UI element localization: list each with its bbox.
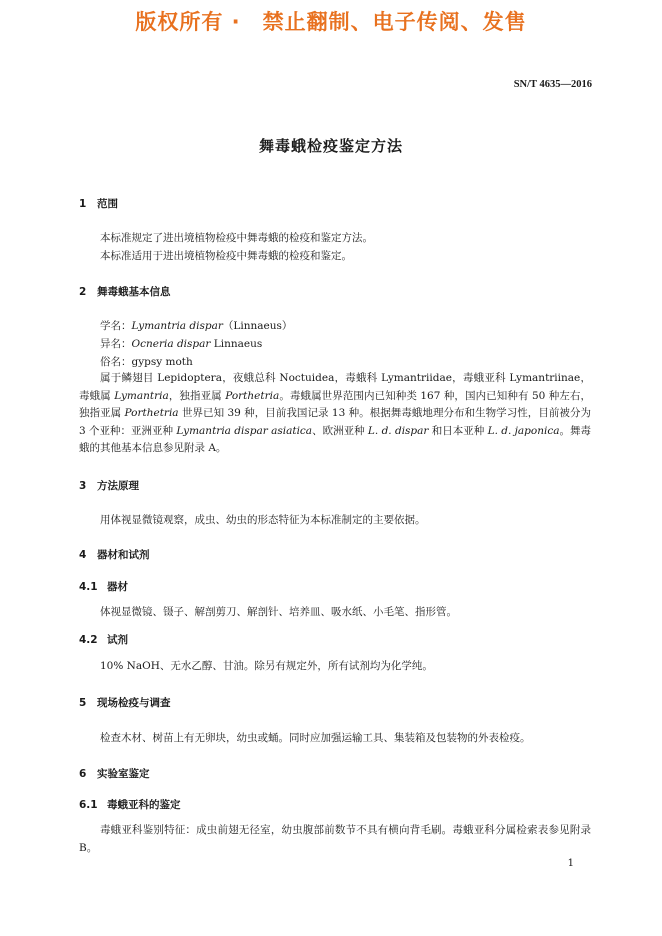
section-3-paragraph: 用体视显微镜观察，成虫、幼虫的形态特征为本标准制定的主要依据。 (100, 514, 426, 526)
section-4-heading (79, 547, 150, 562)
section-title: 现场检疫与调查 (97, 697, 171, 709)
author: （Linnaeus） (222, 320, 293, 332)
text-run: 、欧洲亚种 (312, 424, 368, 437)
copyright-watermark: 版权所有 · 禁止翻制、电子传阅、发售 (135, 10, 527, 34)
section-5-paragraph: 检查木材、树苗上有无卵块，幼虫或蛹。同时应加强运输工具、集装箱及包装物的外表检疫。 (100, 732, 531, 744)
section-6-1-paragraph: 毒蛾亚科鉴别特征：成虫前翅无径室，幼虫腹部前数节不具有横向背毛刷。毒蛾亚科分属检索表参见附录 B。 (79, 824, 591, 854)
section-4-2-paragraph: 10% NaOH、无水乙醇、甘油。除另有规定外，所有试剂均为化学纯。 (100, 660, 433, 672)
document-title: 舞毒蛾检疫鉴定方法 (258, 137, 403, 155)
page-number: 1 (567, 858, 574, 869)
common-name-line: 俗名：gypsy moth (100, 356, 193, 368)
section-title: 舞毒蛾基本信息 (97, 286, 171, 298)
section-title: 范围 (97, 198, 118, 210)
section-number: 6 (79, 768, 87, 780)
section-title: 方法原理 (97, 480, 139, 492)
text-run: 。舞毒蛾的其他基本信息参见附录 A。 (79, 424, 592, 454)
section-title: 器材和试剂 (97, 549, 150, 561)
label: 学名： (100, 320, 132, 332)
section-6-1-heading (79, 797, 181, 812)
text-run: ，独指亚属 (168, 389, 226, 402)
text-run: 。毒蛾属世界范围内已知种类 167 种，国内已知种有 50 种左右，独指亚属 (79, 389, 591, 419)
italic-taxon: Lymantria (114, 389, 169, 402)
section-3-heading (79, 478, 139, 493)
taxonomy-paragraph (79, 370, 591, 458)
italic-taxon: Porthetria (225, 389, 280, 402)
scientific-name: Lymantria dispar (131, 320, 223, 332)
section-2-heading (79, 284, 171, 299)
section-1-heading (79, 196, 118, 211)
section-1-paragraph-2: 本标准适用于进出境植物检疫中舞毒蛾的检疫和鉴定。 (100, 250, 352, 262)
text-run: 和日本亚种 (428, 424, 488, 437)
synonym-name: Ocneria dispar (131, 338, 211, 350)
scientific-name-line (100, 317, 292, 335)
standard-code: SN/T 4635—2016 (513, 79, 592, 90)
section-4-1-paragraph: 体视显微镜、镊子、解剖剪刀、解剖针、培养皿、吸水纸、小毛笔、指形管。 (100, 606, 457, 618)
italic-taxon: L. d. japonica (487, 424, 560, 437)
synonym-line (100, 335, 262, 353)
section-5-heading (79, 695, 171, 710)
italic-taxon: Porthetria (124, 407, 179, 419)
section-number: 1 (79, 198, 87, 210)
section-number: 4 (79, 549, 87, 561)
text-run: 世界已知 39 种，目前我国记录 13 种。根据舞毒蛾地理分布和生物学习性，目前被分为 3 个亚种：亚洲亚种 (79, 407, 591, 437)
label: 异名： (100, 338, 132, 350)
section-number: 4.1 (79, 581, 98, 593)
section-number: 3 (79, 480, 87, 492)
section-4-1-heading (79, 579, 128, 594)
section-number: 6.1 (79, 799, 98, 811)
section-4-2-heading (79, 632, 128, 647)
section-number: 5 (79, 697, 87, 709)
section-number: 2 (79, 286, 87, 298)
section-title: 毒蛾亚科的鉴定 (107, 799, 181, 811)
section-title: 器材 (107, 581, 128, 593)
author: Linnaeus (210, 338, 263, 350)
italic-taxon: L. d. dispar (367, 424, 429, 437)
section-6-heading (79, 766, 150, 781)
text-run: 属于鳞翅目 Lepidoptera，夜蛾总科 Noctuidea，毒蛾科 Lymantriidae，毒蛾亚科 Lymantriinae，毒蛾属 (79, 372, 591, 402)
section-1-paragraph-1: 本标准规定了进出境植物检疫中舞毒蛾的检疫和鉴定方法。 (100, 232, 373, 244)
section-title: 实验室鉴定 (97, 768, 150, 780)
section-number: 4.2 (79, 634, 98, 646)
section-title: 试剂 (107, 634, 128, 646)
italic-taxon: Lymantria dispar asiatica (176, 424, 313, 437)
